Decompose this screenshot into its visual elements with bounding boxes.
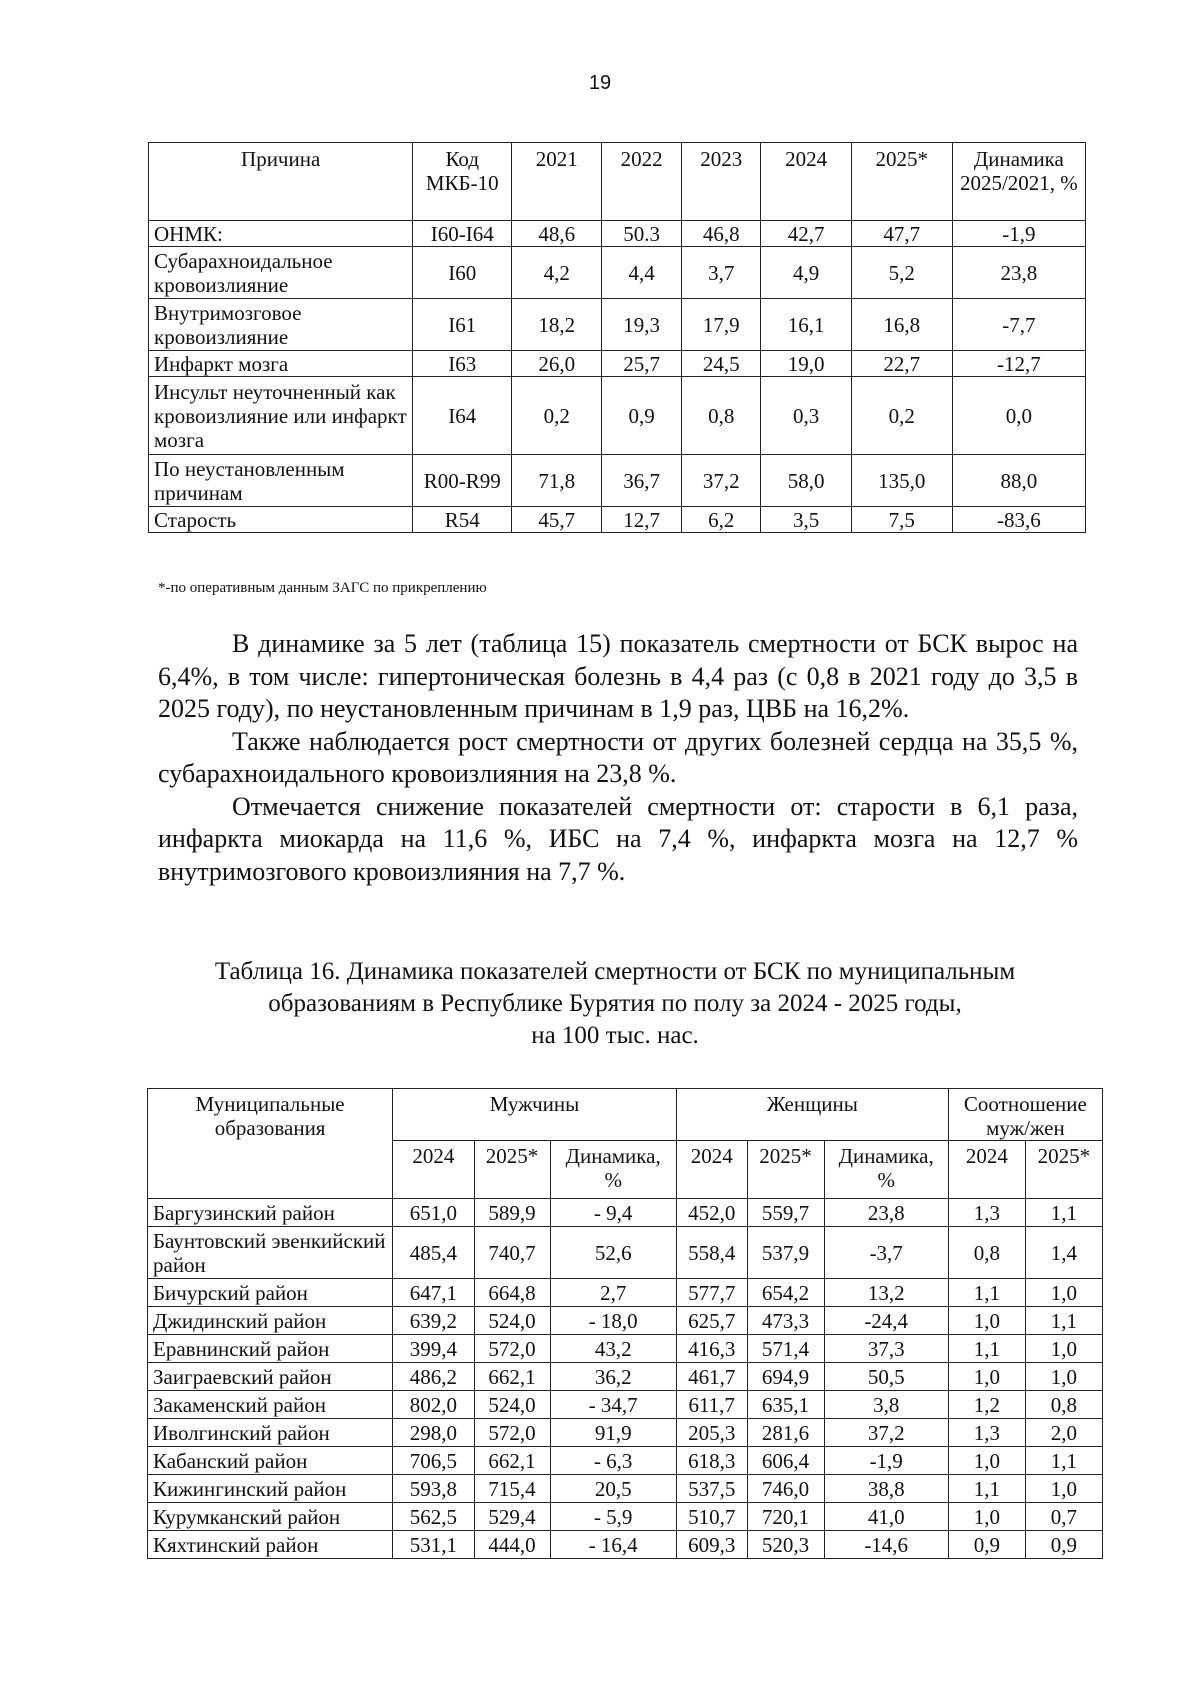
municipality-cell: Кяхтинский район — [148, 1531, 393, 1559]
value-cell: 36,2 — [550, 1363, 676, 1391]
value-cell: 0,2 — [512, 377, 602, 455]
value-cell: 2,0 — [1025, 1419, 1102, 1447]
value-cell: 1,0 — [948, 1307, 1025, 1335]
icd-code-cell: I61 — [413, 299, 512, 351]
paragraph: Также наблюдается рост смертности от других болезней сердца на 35,5 %, субарахноидального кровоизлияния на 23,8 %. — [158, 726, 1078, 788]
icd-code-cell: R00-R99 — [413, 455, 512, 507]
value-cell: 0,3 — [761, 377, 851, 455]
header-men-2025: 2025* — [474, 1141, 550, 1199]
table-row — [148, 1447, 1103, 1475]
body-text — [158, 628, 1078, 888]
table-row — [149, 455, 1086, 507]
value-cell: 572,0 — [474, 1335, 550, 1363]
value-cell: 1,1 — [948, 1279, 1025, 1307]
table-row — [148, 1279, 1103, 1307]
value-cell: 24,5 — [681, 351, 761, 377]
cause-cell: Инфаркт мозга — [149, 351, 413, 377]
value-cell: 611,7 — [676, 1391, 747, 1419]
value-cell: -1,9 — [824, 1447, 948, 1475]
cause-cell: Внутримозговое кровоизлияние — [149, 299, 413, 351]
table-row — [148, 1307, 1103, 1335]
value-cell: 135,0 — [851, 455, 952, 507]
value-cell: 618,3 — [676, 1447, 747, 1475]
value-cell: 1,2 — [948, 1391, 1025, 1419]
header-men-dynamics: Динамика, % — [550, 1141, 676, 1199]
value-cell: 48,6 — [512, 221, 602, 247]
value-cell: 0,9 — [1025, 1531, 1102, 1559]
municipality-cell: Заиграевский район — [148, 1363, 393, 1391]
header-ratio-2024: 2024 — [948, 1141, 1025, 1199]
value-cell: -7,7 — [952, 299, 1085, 351]
value-cell: -24,4 — [824, 1307, 948, 1335]
table-row — [149, 507, 1086, 533]
value-cell: 4,9 — [761, 247, 851, 299]
value-cell: 0,9 — [948, 1531, 1025, 1559]
value-cell: -1,9 — [952, 221, 1085, 247]
value-cell: 6,2 — [681, 507, 761, 533]
value-cell: 444,0 — [474, 1531, 550, 1559]
table-row — [148, 1391, 1103, 1419]
value-cell: 52,6 — [550, 1227, 676, 1279]
value-cell: 593,8 — [393, 1475, 474, 1503]
value-cell: 25,7 — [602, 351, 682, 377]
value-cell: 23,8 — [952, 247, 1085, 299]
value-cell: 1,0 — [1025, 1363, 1102, 1391]
header-2025: 2025* — [851, 143, 952, 221]
value-cell: 639,2 — [393, 1307, 474, 1335]
table-row — [148, 1335, 1103, 1363]
value-cell: 537,9 — [747, 1227, 824, 1279]
value-cell: 12,7 — [602, 507, 682, 533]
value-cell: 486,2 — [393, 1363, 474, 1391]
value-cell: 1,1 — [1025, 1199, 1102, 1227]
value-cell: 2,7 — [550, 1279, 676, 1307]
municipality-cell: Кабанский район — [148, 1447, 393, 1475]
value-cell: -12,7 — [952, 351, 1085, 377]
table-row — [149, 299, 1086, 351]
value-cell: 473,3 — [747, 1307, 824, 1335]
value-cell: 45,7 — [512, 507, 602, 533]
value-cell: 19,0 — [761, 351, 851, 377]
value-cell: -14,6 — [824, 1531, 948, 1559]
value-cell: 16,1 — [761, 299, 851, 351]
value-cell: 1,0 — [948, 1503, 1025, 1531]
caption-line: образованиям в Республике Бурятия по полу за 2024 - 2025 годы, — [268, 990, 962, 1017]
table-row — [148, 1531, 1103, 1559]
value-cell: - 18,0 — [550, 1307, 676, 1335]
cause-cell: Субарахноидальное кровоизлияние — [149, 247, 413, 299]
value-cell: 37,3 — [824, 1335, 948, 1363]
value-cell: 20,5 — [550, 1475, 676, 1503]
value-cell: 58,0 — [761, 455, 851, 507]
value-cell: 524,0 — [474, 1391, 550, 1419]
value-cell: - 34,7 — [550, 1391, 676, 1419]
value-cell: 1,3 — [948, 1419, 1025, 1447]
municipality-cell: Кижингинский район — [148, 1475, 393, 1503]
value-cell: 706,5 — [393, 1447, 474, 1475]
header-cause: Причина — [149, 143, 413, 221]
table-row — [148, 1419, 1103, 1447]
value-cell: 746,0 — [747, 1475, 824, 1503]
value-cell: 416,3 — [676, 1335, 747, 1363]
value-cell: 1,0 — [948, 1363, 1025, 1391]
value-cell: 571,4 — [747, 1335, 824, 1363]
value-cell: 205,3 — [676, 1419, 747, 1447]
header-ratio-2025: 2025* — [1025, 1141, 1102, 1199]
value-cell: 635,1 — [747, 1391, 824, 1419]
table-caption — [150, 956, 1080, 1052]
value-cell: 715,4 — [474, 1475, 550, 1503]
value-cell: 1,4 — [1025, 1227, 1102, 1279]
table-row — [149, 221, 1086, 247]
value-cell: 0,8 — [948, 1227, 1025, 1279]
value-cell: - 5,9 — [550, 1503, 676, 1531]
value-cell: 572,0 — [474, 1419, 550, 1447]
value-cell: 625,7 — [676, 1307, 747, 1335]
value-cell: 694,9 — [747, 1363, 824, 1391]
value-cell: 13,2 — [824, 1279, 948, 1307]
municipality-cell: Баргузинский район — [148, 1199, 393, 1227]
value-cell: 1,1 — [948, 1475, 1025, 1503]
municipality-cell: Курумканский район — [148, 1503, 393, 1531]
value-cell: - 16,4 — [550, 1531, 676, 1559]
value-cell: 485,4 — [393, 1227, 474, 1279]
cause-cell: ОНМК: — [149, 221, 413, 247]
value-cell: 4,2 — [512, 247, 602, 299]
value-cell: - 9,4 — [550, 1199, 676, 1227]
icd-code-cell: I64 — [413, 377, 512, 455]
header-2021: 2021 — [512, 143, 602, 221]
value-cell: 606,4 — [747, 1447, 824, 1475]
caption-line: Таблица 16. Динамика показателей смертности от БСК по муниципальным — [214, 958, 1016, 985]
value-cell: 1,3 — [948, 1199, 1025, 1227]
value-cell: 662,1 — [474, 1447, 550, 1475]
value-cell: 1,0 — [1025, 1279, 1102, 1307]
table-municipal-mortality — [147, 1088, 1103, 1559]
table-footnote: *-по оперативным данным ЗАГС по прикреплению — [158, 580, 487, 596]
value-cell: 281,6 — [747, 1419, 824, 1447]
value-cell: 1,1 — [1025, 1447, 1102, 1475]
municipality-cell: Джидинский район — [148, 1307, 393, 1335]
municipality-cell: Иволгинский район — [148, 1419, 393, 1447]
value-cell: 3,7 — [681, 247, 761, 299]
value-cell: 17,9 — [681, 299, 761, 351]
value-cell: 559,7 — [747, 1199, 824, 1227]
cause-cell: По неустановленным причинам — [149, 455, 413, 507]
value-cell: 589,9 — [474, 1199, 550, 1227]
header-women-2025: 2025* — [747, 1141, 824, 1199]
value-cell: 41,0 — [824, 1503, 948, 1531]
value-cell: 4,4 — [602, 247, 682, 299]
value-cell: 558,4 — [676, 1227, 747, 1279]
value-cell: 7,5 — [851, 507, 952, 533]
value-cell: 50,5 — [824, 1363, 948, 1391]
value-cell: 37,2 — [824, 1419, 948, 1447]
value-cell: 452,0 — [676, 1199, 747, 1227]
header-2022: 2022 — [602, 143, 682, 221]
table-row — [149, 351, 1086, 377]
value-cell: 1,0 — [948, 1447, 1025, 1475]
value-cell: -3,7 — [824, 1227, 948, 1279]
icd-code-cell: I60-I64 — [413, 221, 512, 247]
value-cell: 609,3 — [676, 1531, 747, 1559]
value-cell: 91,9 — [550, 1419, 676, 1447]
value-cell: 1,0 — [1025, 1335, 1102, 1363]
value-cell: 577,7 — [676, 1279, 747, 1307]
value-cell: 1,1 — [948, 1335, 1025, 1363]
value-cell: - 6,3 — [550, 1447, 676, 1475]
icd-code-cell: I60 — [413, 247, 512, 299]
value-cell: 0,8 — [681, 377, 761, 455]
value-cell: 461,7 — [676, 1363, 747, 1391]
value-cell: 37,2 — [681, 455, 761, 507]
header-men-2024: 2024 — [393, 1141, 474, 1199]
cause-cell: Инсульт неуточненный как кровоизлияние или инфаркт мозга — [149, 377, 413, 455]
icd-code-cell: R54 — [413, 507, 512, 533]
header-2023: 2023 — [681, 143, 761, 221]
value-cell: 399,4 — [393, 1335, 474, 1363]
value-cell: 22,7 — [851, 351, 952, 377]
value-cell: 0,7 — [1025, 1503, 1102, 1531]
value-cell: 562,5 — [393, 1503, 474, 1531]
header-icd-code: Код МКБ-10 — [413, 143, 512, 221]
value-cell: 42,7 — [761, 221, 851, 247]
value-cell: 529,4 — [474, 1503, 550, 1531]
value-cell: 23,8 — [824, 1199, 948, 1227]
value-cell: 19,3 — [602, 299, 682, 351]
header-dynamics: Динамика 2025/2021, % — [952, 143, 1085, 221]
header-women-dynamics: Динамика, % — [824, 1141, 948, 1199]
value-cell: -83,6 — [952, 507, 1085, 533]
value-cell: 654,2 — [747, 1279, 824, 1307]
value-cell: 510,7 — [676, 1503, 747, 1531]
municipality-cell: Бичурский район — [148, 1279, 393, 1307]
value-cell: 0,2 — [851, 377, 952, 455]
header-municipality: Муниципальные образования — [148, 1089, 393, 1199]
table-row — [148, 1227, 1103, 1279]
value-cell: 0,0 — [952, 377, 1085, 455]
cause-cell: Старость — [149, 507, 413, 533]
paragraph: В динамике за 5 лет (таблица 15) показатель смертности от БСК вырос на 6,4%, в том числе: гипертоническая болезнь в 4,4 раз (с 0,8 в 2021 году до 3,5 в 2025 году), по неустановленным причинам в 1,9 раз, ЦВБ на 16,2%. — [158, 629, 1078, 723]
table-row — [149, 247, 1086, 299]
value-cell: 531,1 — [393, 1531, 474, 1559]
value-cell: 16,8 — [851, 299, 952, 351]
municipality-cell: Баунтовский эвенкийский район — [148, 1227, 393, 1279]
value-cell: 36,7 — [602, 455, 682, 507]
value-cell: 3,8 — [824, 1391, 948, 1419]
value-cell: 43,2 — [550, 1335, 676, 1363]
value-cell: 524,0 — [474, 1307, 550, 1335]
table-row — [148, 1363, 1103, 1391]
value-cell: 537,5 — [676, 1475, 747, 1503]
header-women: Женщины — [676, 1089, 948, 1141]
value-cell: 647,1 — [393, 1279, 474, 1307]
table-row — [148, 1503, 1103, 1531]
value-cell: 88,0 — [952, 455, 1085, 507]
page-number: 19 — [588, 72, 612, 94]
header-2024: 2024 — [761, 143, 851, 221]
icd-code-cell: I63 — [413, 351, 512, 377]
header-women-2024: 2024 — [676, 1141, 747, 1199]
value-cell: 0,8 — [1025, 1391, 1102, 1419]
value-cell: 298,0 — [393, 1419, 474, 1447]
paragraph: Отмечается снижение показателей смертности от: старости в 6,1 раза, инфаркта миокарда на 11,6 %, ИБС на 7,4 %, инфаркта мозга на 12,7 % внутримозгового кровоизлияния на 7,7 %. — [158, 791, 1078, 886]
value-cell: 38,8 — [824, 1475, 948, 1503]
header-ratio: Соотношение муж/жен — [948, 1089, 1102, 1141]
value-cell: 5,2 — [851, 247, 952, 299]
value-cell: 46,8 — [681, 221, 761, 247]
value-cell: 47,7 — [851, 221, 952, 247]
value-cell: 651,0 — [393, 1199, 474, 1227]
table-row — [148, 1475, 1103, 1503]
value-cell: 520,3 — [747, 1531, 824, 1559]
value-cell: 26,0 — [512, 351, 602, 377]
value-cell: 662,1 — [474, 1363, 550, 1391]
municipality-cell: Еравнинский район — [148, 1335, 393, 1363]
value-cell: 3,5 — [761, 507, 851, 533]
value-cell: 0,9 — [602, 377, 682, 455]
table-mortality-causes — [148, 142, 1086, 533]
value-cell: 664,8 — [474, 1279, 550, 1307]
value-cell: 740,7 — [474, 1227, 550, 1279]
value-cell: 720,1 — [747, 1503, 824, 1531]
caption-line: на 100 тыс. нас. — [531, 1022, 699, 1049]
value-cell: 802,0 — [393, 1391, 474, 1419]
value-cell: 50.3 — [602, 221, 682, 247]
municipality-cell: Закаменский район — [148, 1391, 393, 1419]
value-cell: 1,1 — [1025, 1307, 1102, 1335]
value-cell: 1,0 — [1025, 1475, 1102, 1503]
value-cell: 18,2 — [512, 299, 602, 351]
value-cell: 71,8 — [512, 455, 602, 507]
header-men: Мужчины — [393, 1089, 677, 1141]
table-row — [148, 1199, 1103, 1227]
table-row — [149, 377, 1086, 455]
